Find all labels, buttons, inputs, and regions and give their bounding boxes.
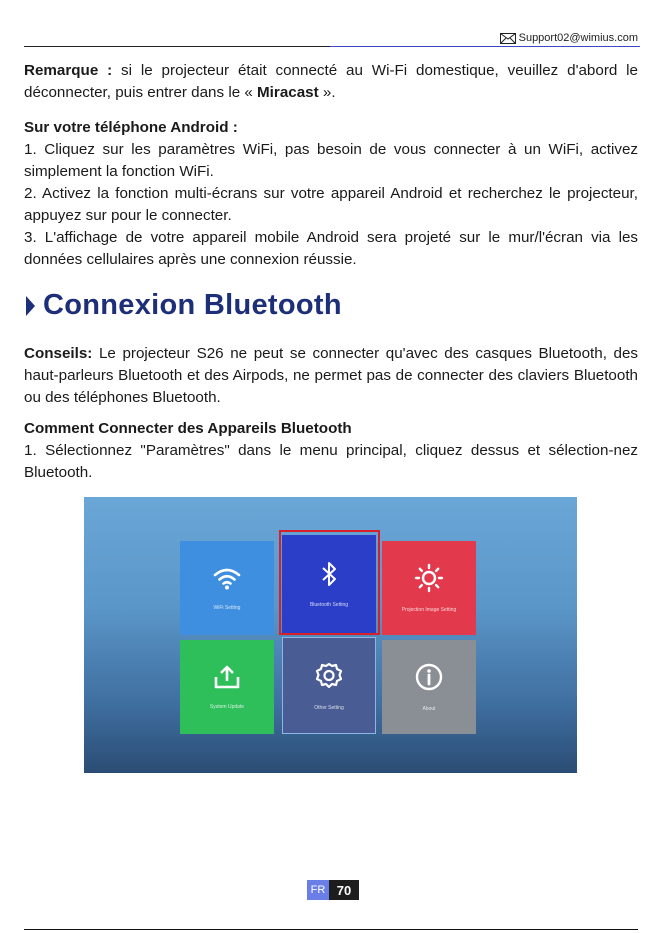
tile-label: Projection Image Setting: [401, 607, 457, 613]
support-contact: [500, 32, 638, 44]
tile-wifi-setting[interactable]: [180, 541, 274, 635]
remarque-text: si le projecteur était connecté au Wi-Fi domestique, veuillez d'abord le déconnecter, puis entrer dans le «: [24, 62, 639, 101]
language-code: FR: [307, 880, 329, 900]
wifi-icon: [212, 565, 242, 591]
conseils-label: Conseils:: [24, 345, 93, 362]
android-heading: Sur votre téléphone Android :: [24, 119, 238, 136]
footer-rule: [24, 929, 638, 930]
tile-label: System Update: [209, 704, 245, 710]
remarque-label: Remarque :: [24, 62, 113, 79]
selection-highlight: [279, 530, 380, 635]
tile-label: WiFi Setting: [213, 605, 241, 611]
info-icon: [414, 662, 444, 692]
section-title: [26, 289, 342, 322]
section-title-text: Connexion Bluetooth: [43, 289, 342, 321]
section-marker-icon: [26, 296, 35, 316]
remarque-paragraph: [24, 60, 638, 104]
tile-other-setting[interactable]: [282, 637, 376, 734]
android-step-3: 3. L'affichage de votre appareil mobile Android sera projeté sur le mur/l'écran via les données cellulaires après une connexion réussie.: [24, 229, 638, 268]
miracast-emph: Miracast: [257, 84, 319, 101]
conseils-text: Le projecteur S26 ne peut se connecter qu'avec des casques Bluetooth, des haut-parleurs Bluetooth et des Airpods, ne permet pas de connecter des claviers Bluetooth ou des téléphones Bluetooth.: [24, 345, 638, 406]
page-number: 70: [329, 880, 359, 900]
page-number-badge: [307, 880, 359, 900]
upload-icon: [213, 664, 241, 690]
tile-projection-image-setting[interactable]: [382, 541, 476, 635]
comment-heading: Comment Connecter des Appareils Bluetooth: [24, 420, 352, 437]
remarque-text-end: ».: [318, 84, 336, 101]
support-email[interactable]: Support02@wimius.com: [518, 32, 638, 44]
settings-screenshot: [84, 497, 577, 773]
android-step-1: 1. Cliquez sur les paramètres WiFi, pas besoin de vous connecter à un WiFi, activez simplement la fonction WiFi.: [24, 141, 638, 180]
mail-icon: [500, 33, 516, 44]
tile-label: Other Setting: [314, 704, 344, 711]
android-step-2: 2. Activez la fonction multi-écrans sur votre appareil Android et recherchez le projecteur, appuyez sur pour le connecter.: [24, 185, 638, 224]
tile-label: Bluetooth Setting: [309, 602, 349, 608]
conseils-paragraph: [24, 343, 638, 409]
gear-icon: [314, 661, 344, 691]
comment-step-1: 1. Sélectionnez "Paramètres" dans le menu principal, cliquez dessus et sélection-nez Bluetooth.: [24, 442, 638, 481]
brightness-icon: [414, 563, 444, 593]
tile-system-update[interactable]: [180, 640, 274, 734]
tile-label: About: [422, 706, 436, 712]
tile-about[interactable]: [382, 640, 476, 734]
